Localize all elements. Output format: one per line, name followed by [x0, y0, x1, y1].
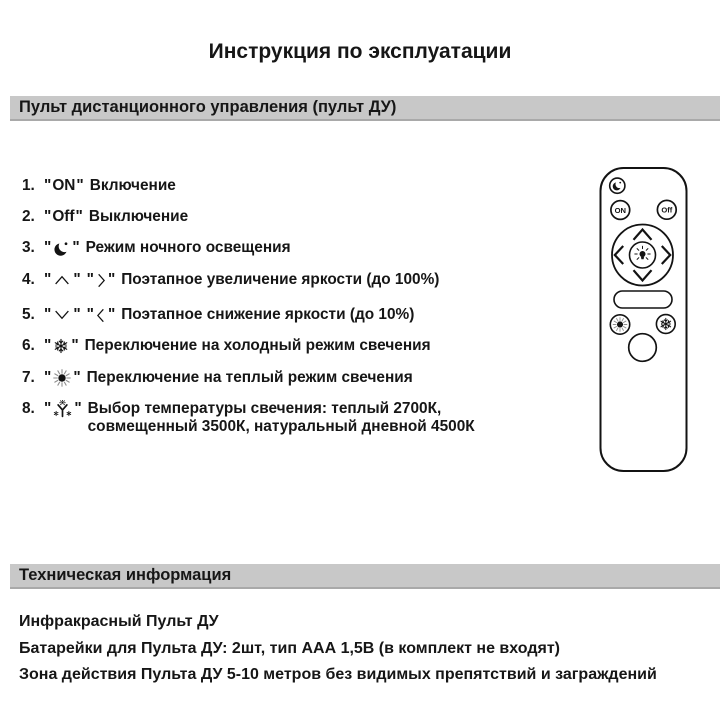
tech-line-ir-remote: Инфракрасный Пульт ДУ [19, 613, 219, 630]
quote-mark: " [44, 400, 52, 417]
warm-mode-button [610, 315, 629, 334]
quote-mark: " [44, 239, 52, 256]
on-button-label: ON [614, 205, 626, 215]
quote-mark: " [107, 306, 116, 323]
section-header-tech-label: Техническая информация [19, 566, 232, 584]
instruction-item-warm-mode [22, 366, 413, 390]
item-number: 8. [22, 400, 35, 417]
item-text: Переключение на теплый режим свечения [86, 369, 413, 386]
item-text: Поэтапное снижение яркости (до 10%) [121, 306, 415, 323]
off-button-label: Off [661, 205, 673, 215]
quote-mark: " [86, 271, 94, 288]
section-header-tech [10, 564, 720, 589]
quote-mark: " [44, 208, 52, 225]
sun-icon [53, 369, 71, 387]
quote-mark: " [107, 271, 116, 288]
night-mode-button [610, 178, 625, 193]
quote-mark: " [44, 337, 52, 354]
quote-mark: " [73, 369, 81, 386]
item-text: Переключение на холодный режим свечения [84, 337, 431, 354]
item-number: 6. [22, 337, 35, 354]
color-temperature-button [629, 334, 657, 362]
color-temperature-icon [53, 400, 72, 419]
instruction-item-brightness-down [22, 303, 414, 327]
item-number: 5. [22, 306, 35, 323]
instruction-item-color-temperature [22, 400, 475, 435]
item-text: Выключение [88, 208, 189, 225]
quote-mark: " [74, 400, 82, 417]
on-glyph: ON [52, 177, 76, 194]
quote-mark: " [86, 306, 94, 323]
page-title: Инструкция по эксплуатации [208, 40, 512, 63]
quote-mark: " [44, 177, 52, 194]
item-text [88, 400, 475, 435]
section-header-remote [10, 96, 720, 121]
instruction-item-off [22, 205, 188, 229]
off-glyph: Off [52, 208, 75, 225]
brightness-dpad [612, 225, 673, 286]
item-number: 7. [22, 369, 35, 386]
off-button [657, 200, 676, 219]
instruction-item-night-mode [22, 236, 291, 260]
item-number: 3. [22, 239, 35, 256]
item-text-line2: совмещенный 3500К, натуральный дневной 4500К [87, 417, 475, 435]
quote-mark: " [44, 306, 52, 323]
moon-icon [53, 240, 70, 257]
item-number: 4. [22, 271, 35, 288]
item-text-line1: Выбор температуры свечения: теплый 2700К, [87, 400, 442, 417]
item-text: Поэтапное увеличение яркости (до 100%) [121, 271, 440, 288]
instruction-item-brightness-up [22, 268, 439, 292]
chevron-left-icon [96, 306, 106, 325]
tech-line-batteries: Батарейки для Пульта ДУ: 2шт, тип ААА 1,5В (в комплект не входят) [19, 640, 560, 657]
item-text: Режим ночного освещения [85, 239, 291, 256]
quote-mark: " [73, 271, 81, 288]
section-header-remote-label: Пульт дистанционного управления (пульт ДУ) [19, 98, 397, 116]
remote-illustration [595, 165, 695, 475]
cold-mode-button [656, 315, 675, 334]
quote-mark: " [72, 239, 80, 256]
quote-mark: " [75, 208, 83, 225]
instruction-item-on [22, 174, 176, 198]
item-number: 2. [22, 208, 35, 225]
quote-mark: " [73, 306, 81, 323]
chevron-up-icon [53, 274, 71, 286]
tech-line-range: Зона действия Пульта ДУ 5-10 метров без видимых препятствий и заграждений [19, 666, 657, 683]
on-button [611, 201, 630, 220]
item-number: 1. [22, 177, 35, 194]
quote-mark: " [44, 271, 52, 288]
item-text: Включение [89, 177, 176, 194]
wide-button [614, 291, 672, 308]
chevron-right-icon [96, 271, 106, 290]
snowflake-icon [53, 338, 69, 354]
quote-mark: " [76, 177, 84, 194]
chevron-down-icon [53, 309, 71, 321]
quote-mark: " [44, 369, 52, 386]
instruction-item-cold-mode [22, 334, 431, 358]
quote-mark: " [71, 337, 79, 354]
